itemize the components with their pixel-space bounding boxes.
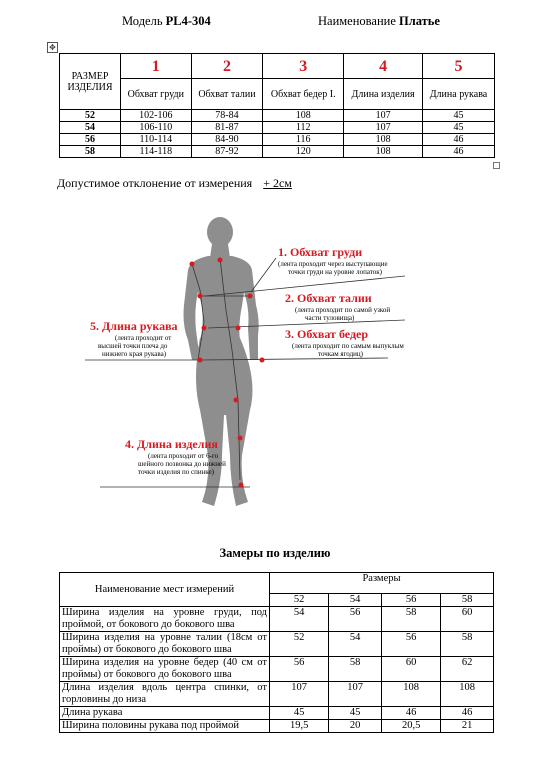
- value-cell: 46: [441, 707, 494, 720]
- value-cell: 58: [381, 607, 440, 632]
- size-cell: 52: [60, 110, 121, 122]
- value-cell: 45: [422, 122, 494, 134]
- value-cell: 120: [263, 146, 344, 158]
- label-2-desc: (лента проходит по самой узкой: [295, 306, 391, 314]
- label-2-desc: части туловища): [305, 314, 355, 322]
- column-number: 1: [121, 54, 192, 79]
- sizes-header: Размеры: [270, 573, 494, 594]
- value-cell: 46: [422, 134, 494, 146]
- column-header: Обхват груди: [121, 79, 192, 110]
- value-cell: 54: [270, 607, 329, 632]
- name-header: Наименование мест измерений: [60, 573, 270, 607]
- value-cell: 62: [441, 657, 494, 682]
- row-label: Длина рукава: [60, 707, 270, 720]
- table-row: [60, 682, 494, 707]
- value-cell: 81-87: [191, 122, 263, 134]
- size-cell: 56: [60, 134, 121, 146]
- value-cell: 46: [422, 146, 494, 158]
- table-row: [60, 657, 494, 682]
- row-label: Ширина изделия на уровне талии (18см от проймы) от бокового до бокового шва: [60, 632, 270, 657]
- row-label: Ширина изделия на уровне груди, под проймой, от бокового до бокового шва: [60, 607, 270, 632]
- tolerance-line: [57, 176, 292, 191]
- value-cell: 107: [344, 110, 423, 122]
- table-resize-handle[interactable]: [493, 162, 500, 169]
- table-row: [60, 122, 495, 134]
- size-header-cell: 52: [270, 594, 329, 607]
- table-row: [60, 134, 495, 146]
- column-header: Длина рукава: [422, 79, 494, 110]
- column-number: 2: [191, 54, 263, 79]
- value-cell: 60: [381, 657, 440, 682]
- value-cell: 45: [270, 707, 329, 720]
- label-4-desc: шейного позвонка до нижней: [138, 460, 226, 468]
- size-header-cell: 58: [441, 594, 494, 607]
- label-5-desc: (лента проходит от: [115, 334, 172, 342]
- column-number: 3: [263, 54, 344, 79]
- table-row: [60, 146, 495, 158]
- size-table: [59, 53, 495, 158]
- tolerance-text: Допустимое отклонение от измерения: [57, 176, 253, 190]
- table-row: [60, 607, 494, 632]
- value-cell: 20,5: [381, 720, 440, 733]
- size-header-cell: 54: [329, 594, 382, 607]
- row-label: Длина изделия вдоль центра спинки, от горловины до низа: [60, 682, 270, 707]
- column-number: 5: [422, 54, 494, 79]
- value-cell: 58: [441, 632, 494, 657]
- label-5-desc: нижнего края рукава): [102, 350, 167, 358]
- garment-table-title: Замеры по изделию: [219, 546, 331, 560]
- label-2-title: 2. Обхват талии: [285, 291, 372, 305]
- value-cell: 46: [381, 707, 440, 720]
- model-label: Модель: [122, 14, 163, 28]
- column-header: Обхват талии: [191, 79, 263, 110]
- label-4-desc: (лента проходит от 6-го: [148, 452, 219, 460]
- table-row: [60, 720, 494, 733]
- value-cell: 108: [344, 134, 423, 146]
- label-5-title: 5. Длина рукава: [90, 319, 178, 333]
- table-row: [60, 632, 494, 657]
- row-label: Ширина половины рукава под проймой: [60, 720, 270, 733]
- value-cell: 52: [270, 632, 329, 657]
- value-cell: 20: [329, 720, 382, 733]
- size-header-cell: 56: [381, 594, 440, 607]
- size-cell: 54: [60, 122, 121, 134]
- value-cell: 108: [263, 110, 344, 122]
- value-cell: 54: [329, 632, 382, 657]
- label-3-desc: (лента проходит по самым выпуклым: [292, 342, 404, 350]
- value-cell: 58: [329, 657, 382, 682]
- label-4-title: 4. Длина изделия: [125, 437, 218, 451]
- row-label: Ширина изделия на уровне бедер (40 см от проймы) от бокового до бокового шва: [60, 657, 270, 682]
- label-1-title: 1. Обхват груди: [278, 245, 363, 259]
- value-cell: 116: [263, 134, 344, 146]
- table-move-handle-icon[interactable]: ✥: [47, 42, 58, 53]
- value-cell: 107: [329, 682, 382, 707]
- value-cell: 114-118: [121, 146, 192, 158]
- value-cell: 45: [422, 110, 494, 122]
- garment-table: [59, 572, 494, 733]
- value-cell: 106-110: [121, 122, 192, 134]
- name-line: [318, 14, 440, 29]
- label-3-title: 3. Обхват бедер: [285, 327, 369, 341]
- size-header: РАЗМЕР ИЗДЕЛИЯ: [60, 54, 121, 110]
- label-1-desc: точки груди на уровне лопаток): [288, 268, 382, 276]
- size-cell: 58: [60, 146, 121, 158]
- value-cell: 78-84: [191, 110, 263, 122]
- value-cell: 107: [344, 122, 423, 134]
- value-cell: 108: [441, 682, 494, 707]
- value-cell: 21: [441, 720, 494, 733]
- column-number: 4: [344, 54, 423, 79]
- value-cell: 87-92: [191, 146, 263, 158]
- value-cell: 107: [270, 682, 329, 707]
- label-1-desc: (лента проходит через выступающие: [278, 260, 388, 268]
- model-value: PL4-304: [165, 14, 211, 28]
- label-5-desc: высшей точки плеча до: [98, 342, 168, 350]
- table-row: [60, 110, 495, 122]
- value-cell: 102-106: [121, 110, 192, 122]
- value-cell: 45: [329, 707, 382, 720]
- label-4-desc: точки изделия по спинке): [138, 468, 214, 476]
- label-3-desc: точкам ягодиц): [318, 350, 363, 358]
- table-row: [60, 707, 494, 720]
- measurement-diagram: [80, 210, 420, 525]
- column-header: Обхват бедер I.: [263, 79, 344, 110]
- value-cell: 108: [381, 682, 440, 707]
- name-value: Платье: [399, 14, 440, 28]
- value-cell: 84-90: [191, 134, 263, 146]
- value-cell: 110-114: [121, 134, 192, 146]
- column-header: Длина изделия: [344, 79, 423, 110]
- value-cell: 112: [263, 122, 344, 134]
- value-cell: 56: [270, 657, 329, 682]
- model-line: [122, 14, 211, 29]
- value-cell: 60: [441, 607, 494, 632]
- tolerance-value: + 2см: [263, 176, 292, 190]
- name-label: Наименование: [318, 14, 396, 28]
- value-cell: 56: [329, 607, 382, 632]
- value-cell: 19,5: [270, 720, 329, 733]
- value-cell: 108: [344, 146, 423, 158]
- value-cell: 56: [381, 632, 440, 657]
